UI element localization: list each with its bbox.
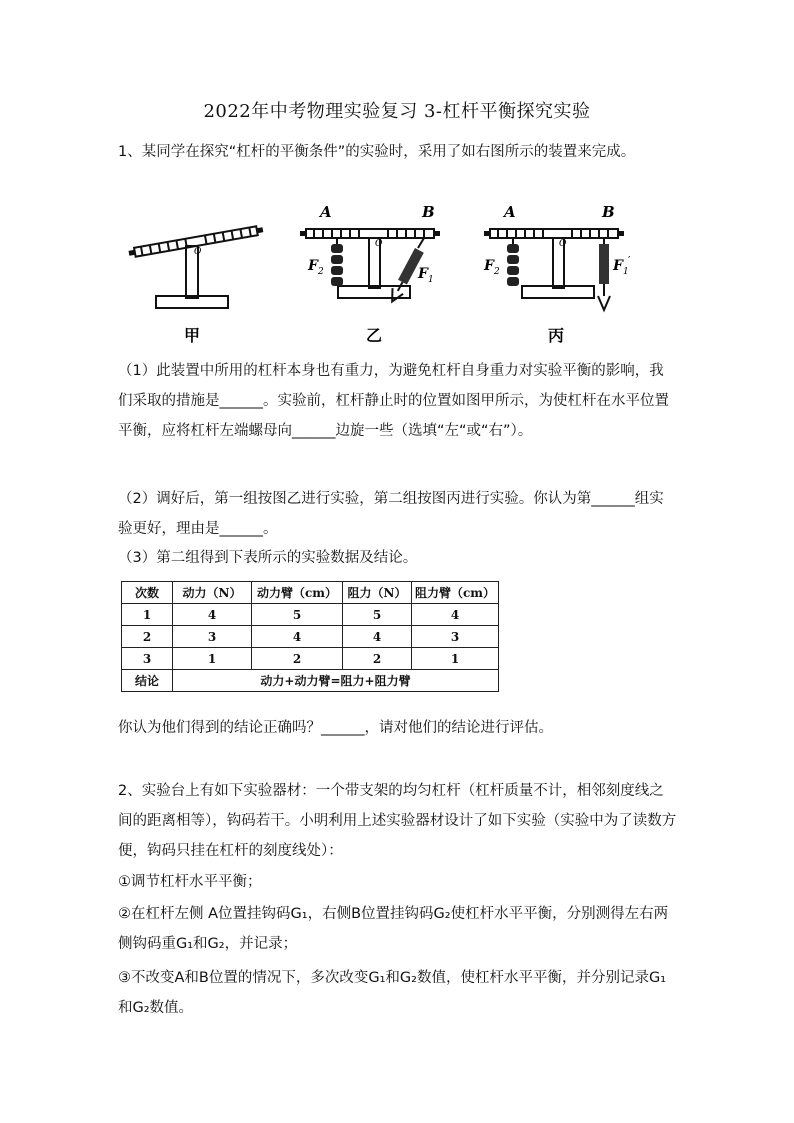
table-cell: 3 (173, 626, 252, 648)
bing-label-F1: F (613, 258, 623, 274)
table-header-cell: 阻力臂（cm） (412, 582, 499, 604)
q2-step2: ②在杠杆左侧 A位置挂钩码G₁，右侧B位置挂钩码G₂使杠杆水平平衡，分别测得左右两侧钩码重G₁和G₂，并记录； (118, 906, 669, 952)
q1-intro: 1、某同学在探究“杠杆的平衡条件”的实验时，采用了如右图所示的装置来完成。 (118, 144, 636, 160)
table-row (122, 648, 499, 670)
lever-figures (118, 198, 678, 348)
bing-weight-2 (507, 255, 519, 264)
yi-label-A: A (320, 203, 332, 221)
table-cell: 4 (343, 626, 412, 648)
table-cell: 2 (252, 648, 343, 670)
conclusion-cell: 动力+动力臂=阻力+阻力臂 (173, 670, 499, 692)
q1-evaluate: 你认为他们得到的结论正确吗？______，请对他们的结论进行评估。 (118, 720, 553, 736)
q2-step1: ①调节杠杆水平平衡； (118, 874, 262, 890)
bing-spring-scale (599, 244, 609, 284)
conclusion-label: 结论 (122, 670, 173, 692)
bing-label-F2-sub: 2 (494, 267, 500, 277)
q1-part1: （1）此装置中所用的杠杆本身也有重力，为避免杠杆自身重力对实验平衡的影响，我们采取的措施是______。实验前，杠杆静止时的位置如图甲所示，为使杠杆在水平位置平衡，应将杠杆左端螺母向______边旋一些（选填“左“或“右”）。 (118, 363, 669, 439)
table-cell: 4 (173, 604, 252, 626)
yi-label-B: B (422, 203, 435, 221)
table-conclusion-row (122, 670, 499, 692)
table-header-cell: 次数 (122, 582, 173, 604)
figure-jia (128, 225, 263, 345)
bing-label-F1-prime: ′ (628, 254, 631, 267)
bing-label-F1-sub: 1 (623, 267, 629, 277)
q2-step3: ③不改变A和B位置的情况下，多次改变G₁和G₂数值，使杠杆水平平衡，并分别记录G₁和G₂数值。 (118, 970, 667, 1016)
yi-label-F2: F (308, 258, 318, 274)
table-cell: 1 (412, 648, 499, 670)
q1-part2: （2）调好后，第一组按图乙进行实验，第二组按图丙进行实验。你认为第______组实验更好，理由是______。 (118, 491, 664, 537)
table-cell: 2 (122, 626, 173, 648)
bing-label: 丙 (547, 326, 565, 345)
yi-label: 乙 (365, 326, 383, 345)
yi-label-F1-sub: 1 (428, 275, 434, 285)
bing-label-B: B (602, 203, 615, 221)
yi-weight-2 (331, 255, 343, 264)
bing-weight-3 (507, 266, 519, 275)
table-header-row (122, 582, 499, 604)
yi-pivot-label: O (375, 239, 383, 249)
page-title: 2022年中考物理实验复习 3-杠杆平衡探究实验 (203, 101, 591, 122)
table-cell: 2 (343, 648, 412, 670)
table-cell: 5 (343, 604, 412, 626)
yi-weight-4 (331, 277, 343, 286)
jia-pivot-label: O (194, 247, 202, 257)
yi-label-F2-sub: 2 (318, 267, 324, 277)
table-cell: 3 (412, 626, 499, 648)
table-cell: 5 (252, 604, 343, 626)
table-header-cell: 阻力（N） (343, 582, 412, 604)
bing-weight-1 (507, 244, 519, 253)
table-cell: 3 (122, 648, 173, 670)
table-cell: 4 (412, 604, 499, 626)
table-header-cell: 动力臂（cm） (252, 582, 343, 604)
q1-part3: （3）第二组得到下表所示的实验数据及结论。 (118, 550, 418, 566)
table-cell: 4 (252, 626, 343, 648)
table-row (122, 626, 499, 648)
table-row (122, 604, 499, 626)
table-cell: 1 (173, 648, 252, 670)
q2-intro: 2、实验台上有如下实验器材：一个带支架的均匀杠杆（杠杆质量不计，相邻刻度线之间的距离相等），钩码若干。小明利用上述实验器材设计了如下实验（实验中为了读数方便，钩码只挂在杠杆的刻度线处）： (118, 783, 677, 859)
data-table (121, 581, 499, 692)
bing-label-F2: F (484, 258, 494, 274)
table-cell: 1 (122, 604, 173, 626)
table-header-cell: 动力（N） (173, 582, 252, 604)
jia-label: 甲 (183, 326, 201, 345)
figure-bing (483, 203, 631, 345)
yi-label-F1: F (418, 266, 428, 282)
figure-yi (300, 203, 440, 345)
bing-label-A: A (504, 203, 516, 221)
yi-weight-1 (331, 244, 343, 253)
yi-weight-3 (331, 266, 343, 275)
bing-pivot-label: O (559, 239, 567, 249)
bing-weight-4 (507, 277, 519, 286)
